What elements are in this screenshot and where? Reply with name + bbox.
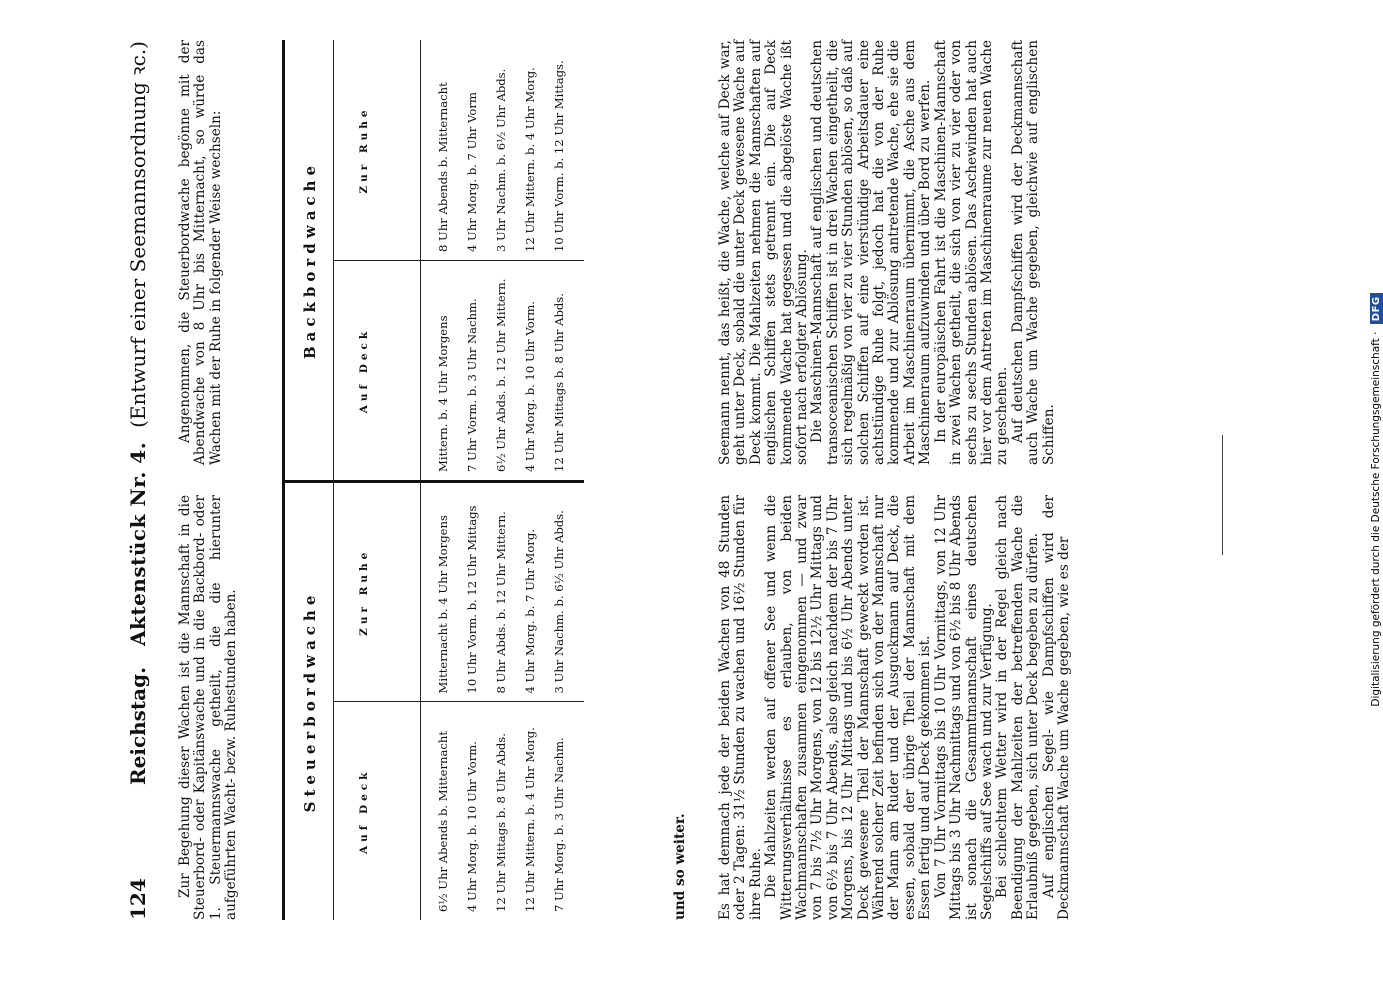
table-cell: Mittern. b. 4 Uhr Morgens xyxy=(436,315,450,472)
table-cell: 8 Uhr Abends b. Mitternacht xyxy=(436,82,450,252)
page-header xyxy=(120,40,160,920)
starboard-watch xyxy=(285,480,584,920)
table-cell: 12 Uhr Mittags b. 8 Uhr Abds. xyxy=(494,733,508,912)
page-title xyxy=(124,41,151,785)
table-cell: 8 Uhr Abds. b. 12 Uhr Mittern. xyxy=(494,511,508,694)
paragraph: In der europäischen Fahrt ist die Maschinen-Mannschaft in zwei Wachen getheilt, die sich von vier zu vier oder von sechs zu sechs Stunden ablösen. Das Aschewinden hat auch hier vor dem Antreten im Maschinenraume zur neuen Wache zu geschehen. xyxy=(932,40,1011,465)
intro-left-paragraph: Zur Begehung dieser Wachen ist die Mannschaft in die Steuerbord- oder Kapitänswache und in die Backbord- oder 1. Steuermannswache getheilt, die die hierunter aufgeführten Wacht- bezw. Ruhestunden haben. xyxy=(177,495,240,920)
table-cell: 7 Uhr Vorm. b. 3 Uhr Nachm. xyxy=(465,298,479,472)
starboard-watch-title: Steuerbordwache xyxy=(285,483,334,920)
paragraph: Es hat demnach jede der beiden Wachen von 48 Stunden oder 2 Tagen: 31½ Stunden zu wachen und 16½ Stunden für ihre Ruhe. xyxy=(717,495,764,920)
starboard-on-deck-header: Auf Deck xyxy=(334,703,421,921)
intro-left-column xyxy=(178,495,240,920)
table-cell: 4 Uhr Morg. b. 10 Uhr Vorm. xyxy=(465,741,479,912)
starboard-on-deck-column xyxy=(334,702,584,921)
port-rest-header: Zur Ruhe xyxy=(334,40,421,260)
header-title: Aktenstück Nr. 4. xyxy=(126,441,150,647)
table-cell: 4 Uhr Morg. b. 10 Uhr Vorm. xyxy=(523,301,537,472)
page-number: 124 xyxy=(126,878,150,920)
table-cell: 7 Uhr Morg. b. 3 Uhr Nachm. xyxy=(552,737,566,912)
table-cell: 4 Uhr Morg. b. 7 Uhr Morg. xyxy=(523,528,537,694)
intro-right-column xyxy=(178,40,224,465)
table-cell: 12 Uhr Mittern. b. 4 Uhr Morg. xyxy=(523,727,537,912)
paragraph: Auf deutschen Dampfschiffen wird der Deckmannschaft auch Wache um Wache gegeben, gleichwie auf englischen Schiffen. xyxy=(1009,40,1057,465)
table-cell: 10 Uhr Vorm. b. 12 Uhr Mittags xyxy=(465,505,479,694)
digitization-note-text: Digitalisierung gefördert durch die Deutsche Forschungsgemeinschaft · xyxy=(1370,331,1382,707)
paragraph: Auf englischen Segel- wie Dampfschiffen wird der Deckmannschaft Wache um Wache gegeben, wie es der xyxy=(1040,495,1072,920)
paragraph: Von 7 Uhr Vormittags bis 10 Uhr Vormittags, von 12 Uhr Mittags bis 3 Uhr Nachmittags und von 6½ bis 8 Uhr Abends ist sonach die Gesammtmannschaft eines deutschen Segelschiffs auf See wach und zur Verfügung. xyxy=(932,495,995,920)
header-subtitle: (Entwurf einer Seemannsordnung ꝛc.) xyxy=(126,41,150,428)
paragraph: Seemann nennt, das heißt, die Wache, welche auf Deck war, geht unter Deck, sobald die unter Deck gewesene Wache auf Deck kommt. Die Mahlzeiten nehmen die Mannschaften auf englischen Schiffen stets getrennt ein. Die auf Deck kommende Wache hat gegessen und die abgelöste Wache ißt sofort nach erfolgter Ablösung. xyxy=(717,40,811,465)
table-cell: 4 Uhr Morg. b. 7 Uhr Vorm xyxy=(465,92,479,252)
table-cell: 6½ Uhr Abds. b. 12 Uhr Mittern. xyxy=(494,278,508,472)
port-on-deck-header: Auf Deck xyxy=(334,261,421,480)
starboard-rest-header: Zur Ruhe xyxy=(334,483,421,702)
table-cell: 3 Uhr Nachm. b. 6½ Uhr Abds. xyxy=(552,510,566,694)
table-cell: 12 Uhr Mittern. b. 4 Uhr Morg. xyxy=(523,67,537,252)
intro-right-paragraph: Angenommen, die Steuerbordwache begönne mit der Abendwache von 8 Uhr bis Mitternacht, so würde das Wachen mit der Ruhe in folgender Weise wechseln: xyxy=(177,40,224,465)
digitization-note xyxy=(1370,0,1383,1000)
header-source: Reichstag. xyxy=(126,666,150,785)
watch-table xyxy=(282,40,584,920)
port-watch-title: Backbordwache xyxy=(285,40,334,480)
und-so-weiter: und so weiter. xyxy=(672,813,688,920)
paragraph: Bei schlechtem Wetter wird in der Regel gleich nach Beendigung der Mahlzeiten der betreffenden Wache die Erlaubniß gegeben, sich unter Deck begeben zu dürfen. xyxy=(994,495,1042,920)
table-cell: 3 Uhr Nachm. b. 6½ Uhr Abds. xyxy=(494,68,508,252)
body-left-column xyxy=(718,495,1072,920)
table-cell: Mitternacht b. 4 Uhr Morgens xyxy=(436,515,450,694)
paragraph: Die Mahlzeiten werden auf offener See und wenn die Witterungsverhältnisse es erlauben, von beiden Wachmannschaften zusammen eingenommen — und zwar von 7 bis 7½ Uhr Morgens, von 12 bis 12½ Uhr Mittags und von 6½ bis 7 Uhr Abends, also gleich nachdem der bis 7 Uhr Morgens, bis 12 Uhr Mittags und bis 6½ Uhr Abends unter Deck gewesene Theil der Mannschaft geweckt worden ist. Während solcher Zeit befinden sich von der Mannschaft nur der Mann am Ruder und der Ausguckmann auf Deck, die essen, sobald der übrige Theil der Mannschaft mit dem Essen fertig und auf Deck gekommen ist. xyxy=(763,495,934,920)
starboard-rest-column xyxy=(334,483,584,702)
table-cell: 12 Uhr Mittags b. 8 Uhr Abds. xyxy=(552,293,566,472)
table-cell: 10 Uhr Vorm. b. 12 Uhr Mittags. xyxy=(552,60,566,252)
end-rule xyxy=(1222,435,1223,555)
paragraph: Die Maschinen-Mannschaft auf englischen und deutschen transoceanischen Schiffen ist in drei Wachen eingetheilt, die sich regelmäßig von vier zu vier Stunden ablösen, so daß auf solchen Schiffen auf eine vierstündige Arbeitsdauer eine achtstündige Ruhe folgt, jedoch hat die von der Ruhe kommende und zur Ablösung antretende Wache, ehe sie die Arbeit im Maschinenraum übernimmt, die Asche aus dem Maschinenraum aufzuwinden und über Bord zu werfen. xyxy=(809,40,934,465)
port-on-deck-column xyxy=(334,260,584,480)
port-watch xyxy=(285,40,584,480)
port-rest-column xyxy=(334,40,584,260)
dfg-logo: DFG xyxy=(1370,293,1383,324)
body-right-column xyxy=(718,40,1057,465)
table-cell: 6½ Uhr Abends b. Mitternacht xyxy=(436,730,450,912)
